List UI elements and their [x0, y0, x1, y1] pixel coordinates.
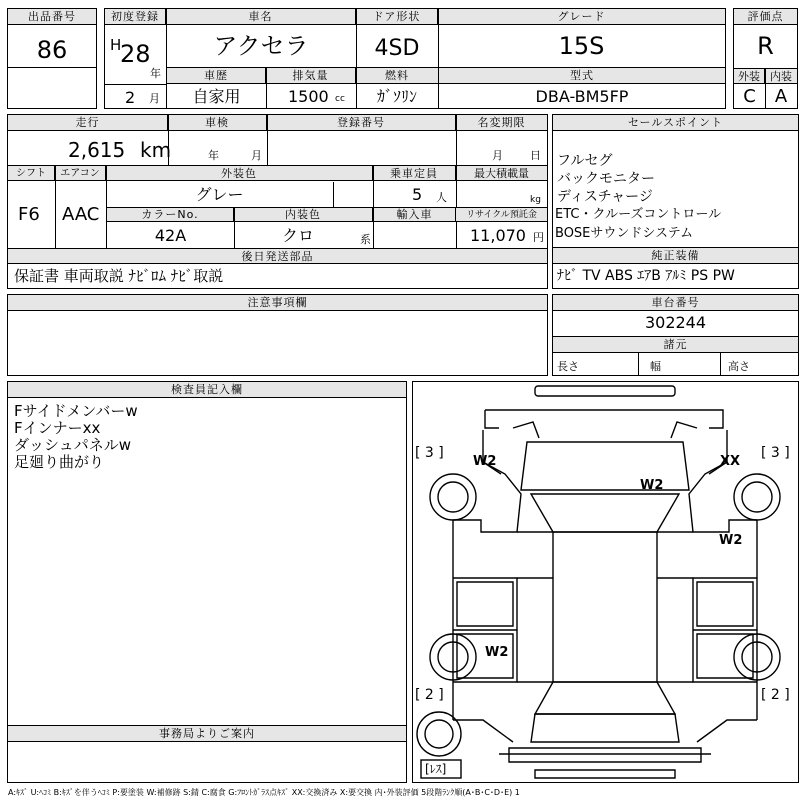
import-label: 輸入車	[374, 208, 456, 222]
capacity-label: 乗車定員	[373, 166, 456, 181]
tire-tag-rl: [ 2 ]	[415, 687, 444, 703]
equipment-label: 純正装備	[553, 248, 798, 264]
first-reg-month-unit: 月	[149, 92, 160, 105]
displacement-label: 排気量	[266, 68, 356, 84]
shift-label: シフト	[8, 166, 55, 181]
sales-points-label: セールスポイント	[553, 115, 798, 131]
aircon-label: エアコン	[55, 166, 106, 181]
mark-fl-fender: W2	[473, 454, 497, 469]
recycle-value: 11,070	[470, 226, 526, 245]
grade-value: 15S	[558, 32, 605, 60]
lot-no-value: 86	[36, 36, 68, 64]
first-reg-year-unit: 年	[150, 67, 161, 80]
sales-item-5: BOSEサウンドシステム	[555, 226, 694, 241]
later-items-value: 保証書 車両取説 ﾅﾋﾞﾛﾑ ﾅﾋﾞ取説	[14, 267, 224, 285]
spec-height-label: 高さ	[728, 360, 750, 373]
chassis-value: 302244	[644, 313, 707, 332]
door-label: ドア形状	[356, 9, 438, 25]
sales-item-2: バックモニター	[557, 171, 655, 187]
color-label: 外装色	[106, 166, 373, 181]
color-no-label: カラーNo.	[107, 208, 234, 222]
recycle-unit: 円	[533, 231, 544, 244]
inspection-year-unit: 年	[208, 149, 219, 162]
tire-tag-fl: [ 3 ]	[415, 445, 444, 461]
score-label: 評価点	[734, 9, 797, 25]
car-name-value: アクセラ	[213, 32, 309, 60]
first-reg-month: 2	[125, 88, 136, 107]
office-label: 事務局よりご案内	[8, 726, 406, 742]
color-no-value: 42A	[154, 226, 187, 245]
specs-label: 諸元	[553, 337, 798, 353]
history-value: 自家用	[192, 87, 241, 106]
mark-fr-fender: XX	[720, 454, 741, 469]
name-change-month-unit: 月	[492, 149, 503, 162]
model-value: DBA-BM5FP	[535, 87, 629, 106]
notes-label: 注意事項欄	[8, 295, 547, 311]
tire-tag-spare: [ﾚｽ]	[425, 762, 447, 776]
sales-item-1: フルセグ	[557, 153, 613, 169]
shift-value: F6	[18, 204, 40, 225]
sales-item-4: ETC・クルーズコントロール	[555, 207, 722, 222]
spec-length-label: 長さ	[557, 360, 579, 373]
inspector-line-4: 足廻り曲がり	[14, 453, 105, 471]
spec-width-label: 幅	[650, 360, 661, 373]
interior-color-unit: 系	[360, 233, 371, 246]
interior-grade-value: A	[774, 86, 788, 107]
equipment-value: ﾅﾋﾞ TV ABS ｴｱB ｱﾙﾐ PS PW	[557, 268, 735, 284]
chassis-label: 車台番号	[553, 295, 798, 311]
later-items-label: 後日発送部品	[8, 249, 547, 264]
interior-color-value: クロ	[282, 226, 315, 245]
first-reg-era: H	[110, 36, 122, 54]
inspection-label: 車検	[168, 115, 267, 131]
displacement-unit: cc	[335, 94, 345, 104]
name-change-label: 名変期限	[456, 115, 547, 131]
history-label: 車歴	[167, 68, 266, 84]
inspector-line-3: ダッシュパネルw	[14, 436, 131, 454]
grade-label: グレード	[438, 9, 725, 25]
max-load-unit: kg	[530, 195, 541, 205]
aircon-value: AAC	[62, 204, 100, 225]
max-load-label: 最大積載量	[456, 166, 547, 181]
interior-color-label: 内装色	[234, 208, 373, 222]
car-name-label: 車名	[166, 9, 356, 25]
fuel-label: 燃料	[356, 68, 438, 84]
interior-grade-label: 内装	[765, 68, 797, 84]
exterior-grade-label: 外装	[734, 68, 765, 84]
damage-diagram	[412, 381, 799, 783]
capacity-value: 5	[412, 185, 423, 204]
fuel-value: ｶﾞｿﾘﾝ	[376, 87, 417, 106]
first-reg-year: 28	[120, 40, 151, 68]
exterior-grade-value: C	[743, 86, 756, 107]
tire-tag-rr: [ 2 ]	[761, 687, 790, 703]
reg-no-label: 登録番号	[267, 115, 456, 131]
mileage-value: 2,615	[68, 138, 126, 162]
lot-no-label: 出品番号	[8, 9, 96, 25]
door-value: 4SD	[374, 36, 420, 61]
name-change-day-unit: 日	[530, 149, 541, 162]
mark-rl-fender: W2	[485, 645, 509, 660]
score-value: R	[757, 32, 774, 60]
color-value: グレー	[195, 185, 244, 204]
displacement-value: 1500	[288, 87, 329, 106]
inspection-month-unit: 月	[251, 149, 262, 162]
inspector-line-2: Fインナーxx	[14, 419, 101, 437]
first-reg-label: 初度登録	[105, 9, 166, 25]
mark-bonnet: W2	[640, 478, 664, 493]
mark-fr-door: W2	[719, 533, 743, 548]
mileage-unit: km	[140, 138, 172, 162]
recycle-label: リサイクル預託金	[456, 208, 547, 222]
legend-text: A:ｷｽﾞ U:ﾍｺﾐ B:ｷｽﾞを伴うﾍｺﾐ P:要塗装 W:補修跡 S:錆 C:腐食 G:ﾌﾛﾝﾄｶﾞﾗｽ点ｷｽﾞ XX:交換済み X:要交換 内･外装評価 5段階ﾗﾝｸ順(A･B･C･D･E) 1	[8, 788, 520, 797]
inspector-label: 検査員記入欄	[8, 382, 406, 398]
mileage-label: 走行	[8, 115, 168, 131]
capacity-unit: 人	[436, 191, 447, 204]
tire-tag-fr: [ 3 ]	[761, 445, 790, 461]
inspector-line-1: Fサイドメンバーw	[14, 402, 138, 420]
sales-item-3: ディスチャージ	[557, 189, 653, 205]
model-label: 型式	[439, 68, 725, 84]
